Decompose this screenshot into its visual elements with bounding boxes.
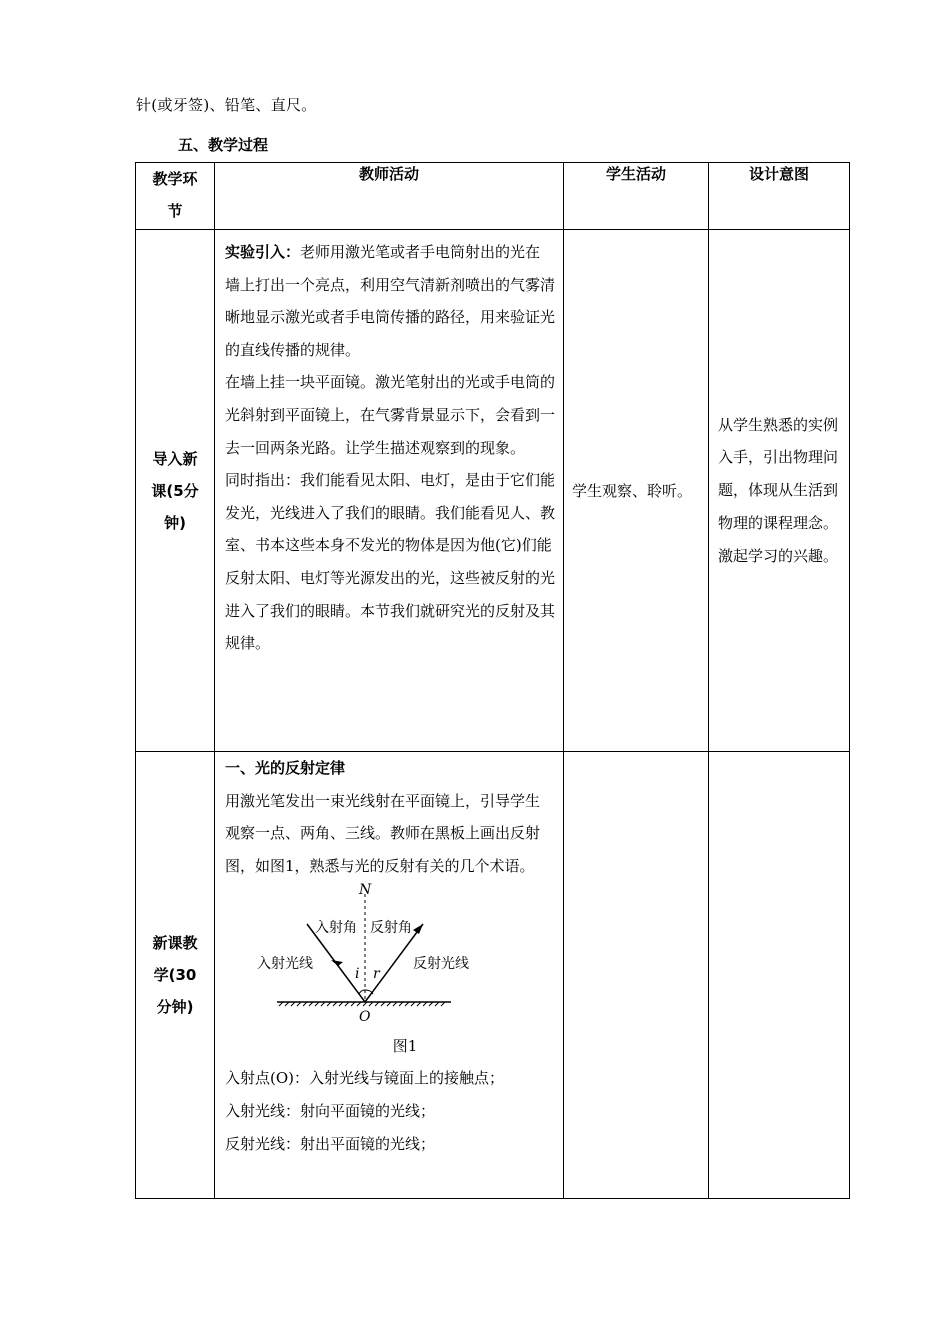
header-stage: 教学环节 bbox=[136, 163, 215, 230]
mirror-paragraph: 在墙上挂一块平面镜。激光笔射出的光或手电筒的光斜射到平面镜上，在气雾背景显示下，会看到一去一回两条光路。让学生描述观察到的现象。 bbox=[225, 373, 556, 457]
teaching-process-table bbox=[135, 162, 850, 1199]
header-student: 学生活动 bbox=[564, 163, 709, 230]
stage-cell: 新课教学(30分钟) bbox=[136, 752, 215, 1199]
figure-caption: 图1 bbox=[392, 1037, 418, 1056]
incident-ray-label: 入射光线 bbox=[257, 956, 313, 973]
point-label: O bbox=[359, 1009, 371, 1026]
definition-item: 反射光线：射出平面镜的光线； bbox=[225, 1134, 436, 1153]
reflection-figure bbox=[255, 882, 555, 1027]
teacher-activity-cell bbox=[215, 230, 564, 752]
table-header-row bbox=[136, 163, 850, 230]
reflection-diagram bbox=[255, 882, 555, 1062]
student-activity-cell: 学生观察、聆听。 bbox=[564, 230, 709, 752]
incident-angle-label: 入射角 bbox=[315, 920, 357, 937]
subheading: 一、光的反射定律 bbox=[225, 759, 346, 777]
definition-item: 入射光线：射向平面镜的光线； bbox=[225, 1101, 436, 1120]
design-intent-cell: 从学生熟悉的实例入手，引出物理问题，体现从生活到物理的课程理念。激起学习的兴趣。 bbox=[709, 230, 850, 752]
student-activity-cell bbox=[564, 752, 709, 1199]
section-heading: 五、教学过程 bbox=[178, 136, 269, 154]
reflect-ray-label: 反射光线 bbox=[413, 956, 469, 973]
intro-paragraph: 实验引入：老师用激光笔或者手电筒射出的光在墙上打出一个亮点，利用空气清新剂喷出的气雾清晰地显示激光或者手电筒传播的路径，用来验证光的直线传播的规律。 bbox=[225, 243, 556, 359]
i-label: i bbox=[355, 966, 360, 983]
definition-item: 入射点(O)：入射光线与镜面上的接触点； bbox=[225, 1069, 505, 1088]
table-row bbox=[136, 230, 850, 752]
top-line: 针(或牙签)、铅笔、直尺。 bbox=[136, 96, 317, 114]
design-intent-cell bbox=[709, 752, 850, 1199]
reflect-angle-label: 反射角 bbox=[370, 920, 412, 937]
header-intent: 设计意图 bbox=[709, 163, 850, 230]
teacher-activity-cell bbox=[215, 752, 564, 1199]
experiment-paragraph: 用激光笔发出一束光线射在平面镜上，引导学生观察一点、两角、三线。教师在黑板上画出反射图，如图1，熟悉与光的反射有关的几个术语。 bbox=[225, 791, 541, 875]
stage-cell: 导入新课(5分钟) bbox=[136, 230, 215, 752]
explain-paragraph: 同时指出：我们能看见太阳、电灯，是由于它们能发光，光线进入了我们的眼睛。我们能看见人、教室、书本这些本身不发光的物体是因为他(它)们能反射太阳、电灯等光源发出的光，这些被反射的光进入了我们的眼睛。本节我们就研究光的反射及其规律。 bbox=[225, 471, 556, 653]
header-teacher: 教师活动 bbox=[215, 163, 564, 230]
r-label: r bbox=[373, 966, 380, 983]
table-row bbox=[136, 752, 850, 1199]
normal-label: N bbox=[359, 882, 372, 899]
